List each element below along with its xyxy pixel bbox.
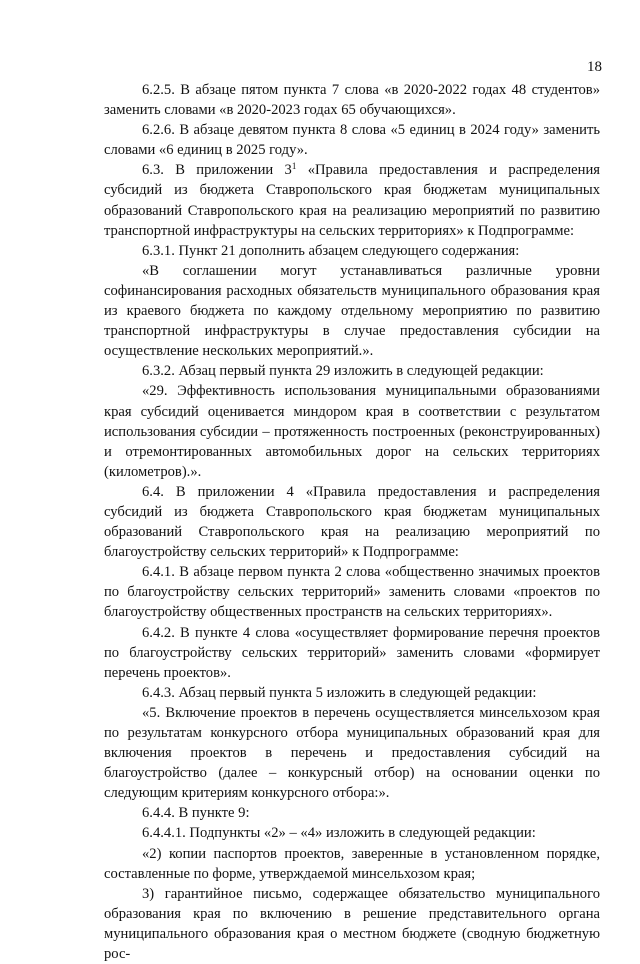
paragraph-6-4-3: 6.4.3. Абзац первый пункта 5 изложить в следующей редакции: (142, 684, 537, 701)
paragraph-quote-cofinancing: «В соглашении могут устанавливаться различные уровни софинансирования расходных обязательств муниципального образования края из краевого бюджета по каждому отдельному мероприятию по развитию транспортной инфраструктуры в случае предоставления субсидии на осуществление нескольких мероприятий.». (104, 262, 600, 360)
document-body (104, 80, 600, 964)
paragraph-6-4-1: 6.4.1. В абзаце первом пункта 2 слова «общественно значимых проектов по благоустройству сельских территорий» заменить словами «проектов по благоустройству общественных пространств на сельских территориях». (104, 564, 600, 621)
paragraph-6-4-2: 6.4.2. В пункте 4 слова «осуществляет формирование перечня проектов по благоустройству сельских территорий» заменить словами «формирует перечень проектов». (104, 624, 600, 681)
paragraph-6-3-text: «Правила предоставления и распределения субсидий из бюджета Ставропольского края бюджетам муниципальных образований Ставропольского края на реализацию мероприятий по развитию транспортной инфраструктуры на сельских территориях» к Подпрограмме: (104, 162, 600, 239)
paragraph-6-4-4-1: 6.4.4.1. Подпункты «2» – «4» изложить в следующей редакции: (142, 825, 536, 842)
appendix-superscript: 1 (291, 161, 297, 172)
paragraph-6-2-5: 6.2.5. В абзаце пятом пункта 7 слова «в 2020-2022 годах 48 студентов» заменить словами «в 2020-2023 годах 65 обучающихся». (104, 82, 600, 119)
paragraph-quote-2: «2) копии паспортов проектов, заверенные в установленном порядке, составленные по форме, утверждаемой минсельхозом края; (104, 845, 600, 882)
paragraph-6-3-2: 6.3.2. Абзац первый пункта 29 изложить в следующей редакции: (142, 363, 544, 380)
page-number: 18 (587, 59, 602, 75)
paragraph-item-3: 3) гарантийное письмо, содержащее обязательство муниципального образования края по включению в решение представительного органа муниципального образования края о местном бюджете (сводную бюджетную рос- (104, 885, 600, 963)
paragraph-quote-29: «29. Эффективность использования муниципальными образованиями края субсидий оценивается миндором края в соответствии с результатом использования субсидии – протяженность построенных (реконструированных) и отремонтированных автомобильных дорог на сельских территориях (километров).». (104, 383, 600, 480)
paragraph-6-3 (104, 160, 600, 240)
paragraph-6-3-lead: 6.3. В приложении 3 (142, 162, 292, 179)
paragraph-6-4-4: 6.4.4. В пункте 9: (142, 805, 250, 822)
paragraph-quote-5: «5. Включение проектов в перечень осуществляется минсельхозом края по результатам конкурсного отбора муниципальных образований края для включения проектов в перечень и предоставления субсидий на благоустройство (далее – конкурсный отбор) на основании оценки по следующим критериям конкурсного отбора:». (104, 704, 600, 802)
paragraph-6-4: 6.4. В приложении 4 «Правила предоставления и распределения субсидий из бюджета Ставропольского края бюджетам муниципальных образований Ставропольского края на реализацию мероприятий по благоустройству сельских территорий» к Подпрограмме: (104, 483, 600, 561)
paragraph-6-3-1: 6.3.1. Пункт 21 дополнить абзацем следующего содержания: (142, 242, 520, 259)
paragraph-6-2-6: 6.2.6. В абзаце девятом пункта 8 слова «5 единиц в 2024 году» заменить словами «6 единиц в 2025 году». (104, 122, 600, 159)
